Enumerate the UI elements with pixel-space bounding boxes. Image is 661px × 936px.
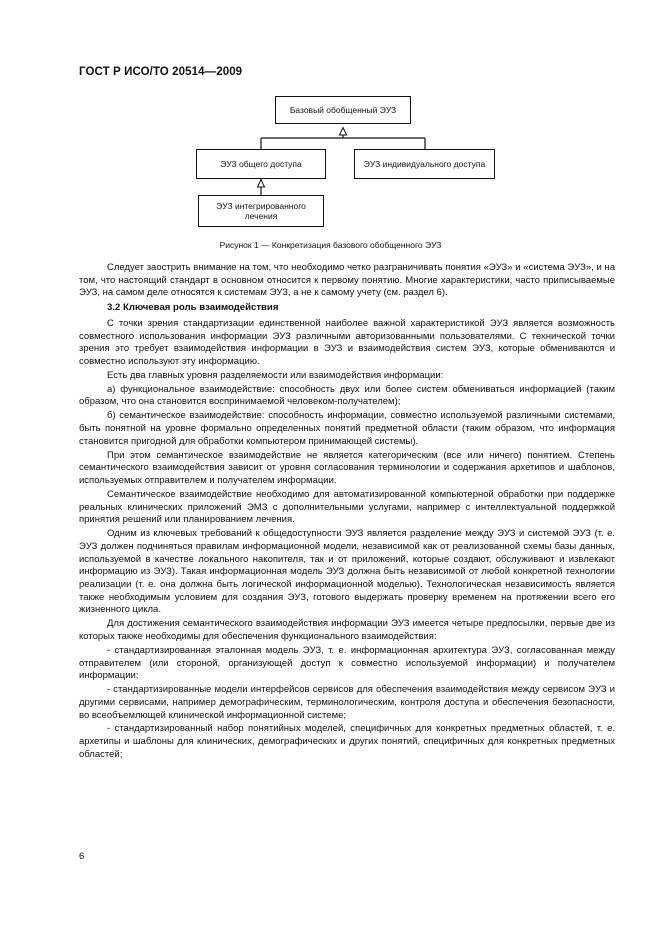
body-text (79, 262, 615, 763)
figure-caption: Рисунок 1 — Конкретизация базового обобщенного ЭУЗ (219, 240, 442, 250)
paragraph: Для достижения семантического взаимодействия информации ЭУЗ имеется четыре предпосылки, первые две из которых также необходимы для обеспечения функционального взаимодействия: (79, 618, 615, 642)
paragraph: При этом семантическое взаимодействие не является категорическим (все или ничего) понятием. Степень семантического взаимодействия зависит от уровня согласования терминологии и содержания архетипов и шаблонов, используемых отправителем и получателем информации. (79, 449, 615, 486)
list-item: - стандартизированная эталонная модель ЭУЗ, т. е. информационная архитектура ЭУЗ, согласованная между отправителем (или стороной, организующей доступ к совместно используемой информации) и получателем информации; (79, 644, 615, 682)
box-integrated-ehr: ЭУЗ интегрированного лечения (198, 195, 324, 227)
box-base-ehr: Базовый обобщенный ЭУЗ (275, 96, 411, 124)
paragraph: Одним из ключевых требований к общедоступности ЭУЗ является разделение между ЭУЗ и системой ЭУЗ (т. е. ЭУЗ должен подчиняться правилам информационной модели, независимой как от реализованной схемы базы данных, используемой в качестве локального накопителя, так и от приложений, которые создают, обслуживают и извлекают информацию из ЭУЗ). Такая информационная модель ЭУЗ должна быть независимой от любой конкретной технологии реализации (т. е. она должна быть логической информационной моделью). Технологическая независимость является также необходимым условием для создания ЭУЗ, готового выдержать проверку временем на протяжении всего его жизненного цикла. (79, 528, 615, 616)
section-heading: 3.2 Ключевая роль взаимодействия (107, 302, 279, 314)
connector-lines (0, 0, 661, 260)
box-individual-ehr: ЭУЗ индивидуального доступа (354, 149, 495, 179)
list-item: - стандартизированные модели интерфейсов сервисов для обеспечения взаимодействия между сервисом ЭУЗ и другими сервисами, например демографическим, терминологическим, контроля доступа и обеспечения безопасности, во всеобъемлющей клинической информационной системе; (79, 684, 615, 721)
paragraph: Есть два главных уровня разделяемости или взаимодействия информации: (107, 369, 444, 381)
list-item: - стандартизированный набор понятийных моделей, специфичных для конкретных предметных областей, т. е. архетипы и шаблоны для клинических, демографических и других понятий, специфичных для конкретных предметных областей; (79, 723, 615, 760)
paragraph: Семантическое взаимодействие необходимо для автоматизированной компьютерной обработки при поддержке реальных клинических приложений ЭМЗ с дополнительными услугами, например с интеллектуальной поддержкой принятия решений или планированием лечения. (79, 488, 615, 526)
list-item: б) семантическое взаимодействие: способность информации, совместно используемой различными системами, быть понятной на уровне формально определенных понятий предметной области (таким образом, что информация становится пригодной для обработки компьютером принимающей системы). (79, 410, 615, 447)
page-number: 6 (79, 851, 85, 862)
list-item: а) функциональное взаимодействие: способность двух или более систем обмениваться информацией (таким образом, что она становится воспринимаемой человеком-получателем); (79, 383, 615, 408)
box-shared-ehr: ЭУЗ общего доступа (196, 149, 326, 179)
figure-diagram (0, 0, 661, 260)
paragraph: Следует заострить внимание на том, что необходимо четко разграничивать понятия «ЭУЗ» и «система ЭУЗ», и на том, что настоящий стандарт в основном относится к первому понятию. Многие характеристики, часто приписываемые ЭУЗ, на самом деле относятся к системам ЭУЗ, а не к самому учету (см. раздел 6). (79, 262, 615, 299)
document-header: ГОСТ Р ИСО/ТО 20514—2009 (79, 66, 243, 78)
paragraph: С точки зрения стандартизации единственной наиболее важной характеристикой ЭУЗ является возможность совместного использования информации ЭУЗ различными авторизованными пользователями. С технической точки зрения это требует взаимодействия информации в ЭУЗ и взаимодействия систем ЭУЗ, которые обмениваются и совместно используют эту информацию. (79, 317, 615, 367)
